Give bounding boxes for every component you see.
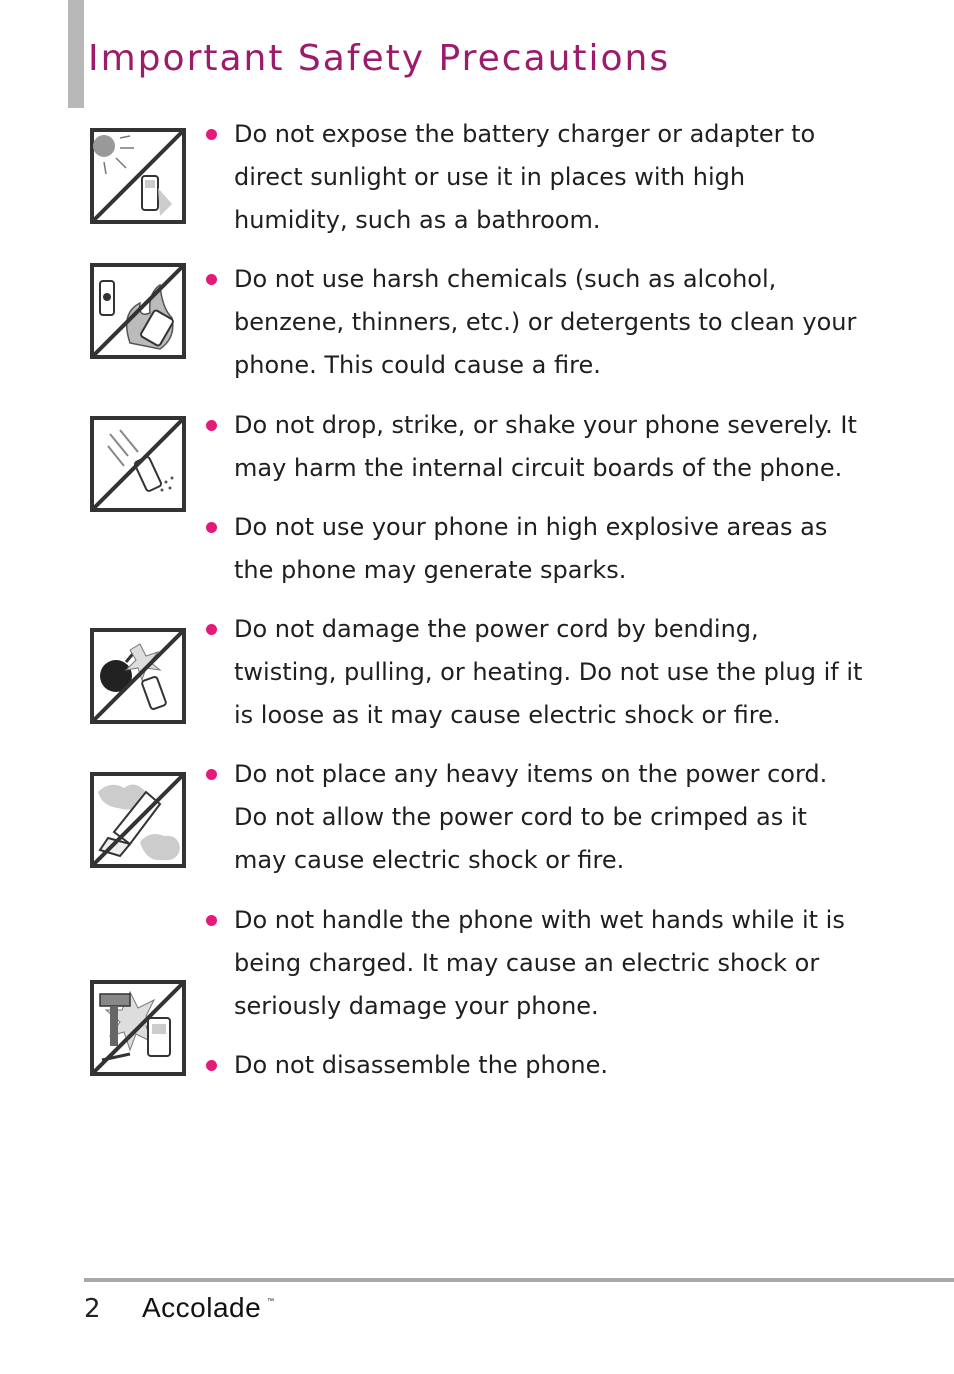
page-number: 2 [84,1294,101,1324]
footer-divider [84,1278,954,1282]
precaution-item [206,404,866,490]
precaution-item [206,753,866,882]
precaution-text: Do not disassemble the phone. [234,1051,609,1079]
precaution-text: Do not use your phone in high explosive areas as the phone may generate sparks. [234,513,828,584]
bullet-icon [206,129,217,140]
bullet-icon [206,420,217,431]
explosive-area-prohibited-icon [90,628,186,724]
trademark-mark: ™ [267,1298,274,1305]
precaution-text: Do not damage the power cord by bending, twisting, pulling, or heating. Do not use the plug if it is loose as it may cause electric shock or fire. [234,615,863,729]
drop-phone-prohibited-icon [90,416,186,512]
precaution-text: Do not drop, strike, or shake your phone severely. It may harm the internal circuit boards of the phone. [234,411,857,482]
precaution-text: Do not place any heavy items on the power cord. Do not allow the power cord to be crimped as it may cause electric shock or fire. [234,760,828,874]
precaution-item [206,258,866,387]
bullet-icon [206,1060,217,1071]
precaution-item [206,1044,866,1087]
disassemble-prohibited-icon [90,980,186,1076]
bullet-icon [206,274,217,285]
bullet-icon [206,769,217,780]
precaution-text: Do not expose the battery charger or adapter to direct sunlight or use it in places with high humidity, such as a bathroom. [234,120,816,234]
precaution-item [206,608,866,737]
chemicals-fire-prohibited-icon [90,263,186,359]
title-accent-bar [68,0,84,108]
page-title: Important Safety Precautions [88,38,671,79]
precaution-item [206,899,866,1028]
precaution-text: Do not handle the phone with wet hands while it is being charged. It may cause an electric shock or seriously damage your phone. [234,906,845,1020]
brand-logo: Accolade [142,1292,262,1323]
bullet-icon [206,522,217,533]
bullet-icon [206,915,217,926]
precaution-item [206,506,866,592]
bullet-icon [206,624,217,635]
sunlight-humidity-prohibited-icon [90,128,186,224]
precaution-text: Do not use harsh chemicals (such as alcohol, benzene, thinners, etc.) or detergents to clean your phone. This could cause a fire. [234,265,857,379]
crushed-cord-prohibited-icon [90,772,186,868]
precaution-item [206,113,866,242]
